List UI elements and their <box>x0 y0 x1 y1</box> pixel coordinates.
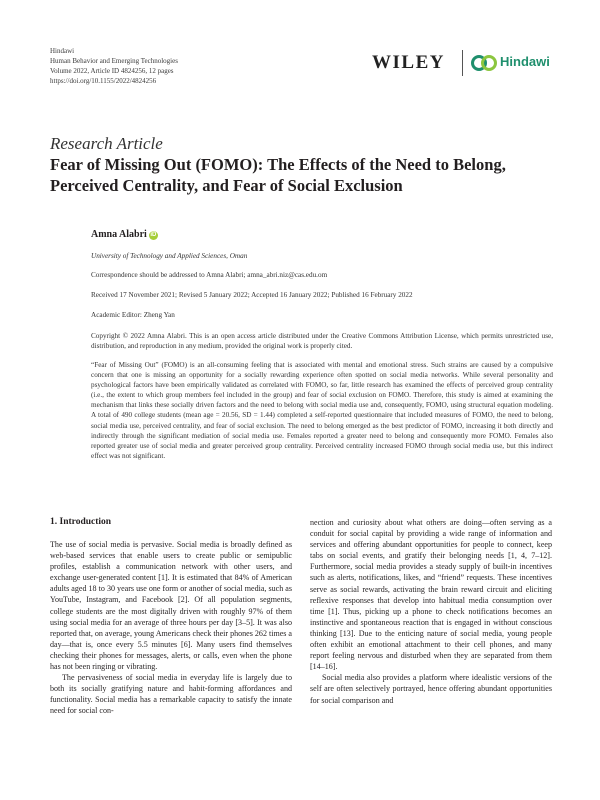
hindawi-logo-text: Hindawi <box>500 54 550 69</box>
body-column-right <box>310 517 552 706</box>
academic-editor: Academic Editor: Zheng Yan <box>91 311 175 319</box>
paragraph: The use of social media is pervasive. Social media is broadly defined as web-based services that enable users to create public or semipublic profiles, establish a communication network with other users, and exchange user-generated content [1]. It is estimated that 84% of American adults aged 18 to 30 years use one form or another of social media, such as YouTube, Instagram, and Facebook [2]. Of all population segments, college students are the most digitally driven with roughly 97% of them using social media for an average of three hours per day [3–5]. It was also reported that, on average, young Americans check their phones 262 times a day—that is, once every 5.5 minutes [6]. Many users find themselves checking their phones for messages, alerts, or calls, even when the phone has not been ringing or vibrating. <box>50 540 292 672</box>
author-name[interactable]: Amna Alabri <box>91 229 147 240</box>
logo-divider <box>462 50 463 76</box>
paragraph: Social media also provides a platform where idealistic versions of the self are often selectively portrayed, hence offering abundant opportunities for social comparison and <box>310 673 552 705</box>
publisher-logos <box>372 50 552 76</box>
hindawi-logo-icon <box>471 54 497 72</box>
abstract: “Fear of Missing Out” (FOMO) is an all-consuming feeling that is associated with mental and emotional stress. Such strains are caused by a compulsive concern that one is missing an opportunity for a socially rewarding experience often spotted on social media networks. While several personality and psychological factors have been empirically validated as correlated with FOMO, so far, little research has examined the effects of perceived group centrality (i.e., the extent to which group members feel included in the group) and fear of social exclusion on FOMO. Therefore, this study is aimed at examining the mechanism that links these socially driven factors and the need to belong with social media use and, consequently, FOMO, using structural equation modeling. A total of 490 college students (mean age = 20.56, SD = 1.44) completed a self-reported questionnaire that included measures of FOMO, the need to belong, social media use, perceived centrality, and fear of social exclusion. The need to belong emerged as the best predictor of FOMO, increasing it both directly and indirectly through the significant mediation of social media use. Females reported a greater need to belong and consequently more FOMO. Females also reported greater use of social media and greater perceived group centrality. Perceived centrality increased FOMO through social media use, but this indirect effect was not significant. <box>91 361 553 460</box>
article-dates: Received 17 November 2021; Revised 5 January 2022; Accepted 16 January 2022; Published 16 February 2022 <box>91 291 413 299</box>
section-heading: 1. Introduction <box>50 517 112 527</box>
body-column-left <box>50 539 292 717</box>
affiliation: University of Technology and Applied Sciences, Oman <box>91 252 248 260</box>
author-line <box>91 229 158 240</box>
volume-info: Volume 2022, Article ID 4824256, 12 pages <box>50 67 174 75</box>
journal-name: Human Behavior and Emerging Technologies <box>50 57 178 65</box>
article-title: Fear of Missing Out (FOMO): The Effects of the Need to Belong, Perceived Centrality, and Fear of Social Exclusion <box>50 155 506 195</box>
journal-header <box>50 46 178 86</box>
copyright-notice: Copyright © 2022 Amna Alabri. This is an open access article distributed under the Creative Commons Attribution License, which permits unrestricted use, distribution, and reproduction in any medium, provided the original work is properly cited. <box>91 332 553 350</box>
article-type: Research Article <box>50 134 163 153</box>
doi-link[interactable]: https://doi.org/10.1155/2022/4824256 <box>50 77 157 85</box>
correspondence: Correspondence should be addressed to Amna Alabri; amna_abri.niz@cas.edu.om <box>91 271 328 279</box>
orcid-icon[interactable]: iD <box>150 232 157 238</box>
paragraph: The pervasiveness of social media in everyday life is largely due to both its socially gratifying nature and habit-forming affordances and functionality. Social media has a remarkable capacity to satisfy the innate need for social con- <box>50 673 292 716</box>
wiley-logo: WILEY <box>372 52 445 73</box>
publisher-line: Hindawi <box>50 47 75 55</box>
paragraph: nection and curiosity about what others are doing—often serving as a conduit for social capital by providing a wide range of information and services and offering abundant opportunities for people to connect, keep tabs on social events, and gratify their belonging needs [1, 4, 7–12]. Furthermore, social media provides a steady supply of built-in incentives such as alerts, notifications, likes, and “friend” requests. These incentives serve as social rewards, activating the brain reward circuit and eliciting reflexive responses that develop into habitual media consumption over time [1]. Thus, picking up a phone to check notifications becomes an instinctive and spontaneous reaction that is engaged in without conscious thinking [13]. Due to the enticing nature of social media, young people often exhibit an emotional attachment to their cell phones, and many report feeling nervous and disturbed when they are separated from them [14–16]. <box>310 518 552 672</box>
